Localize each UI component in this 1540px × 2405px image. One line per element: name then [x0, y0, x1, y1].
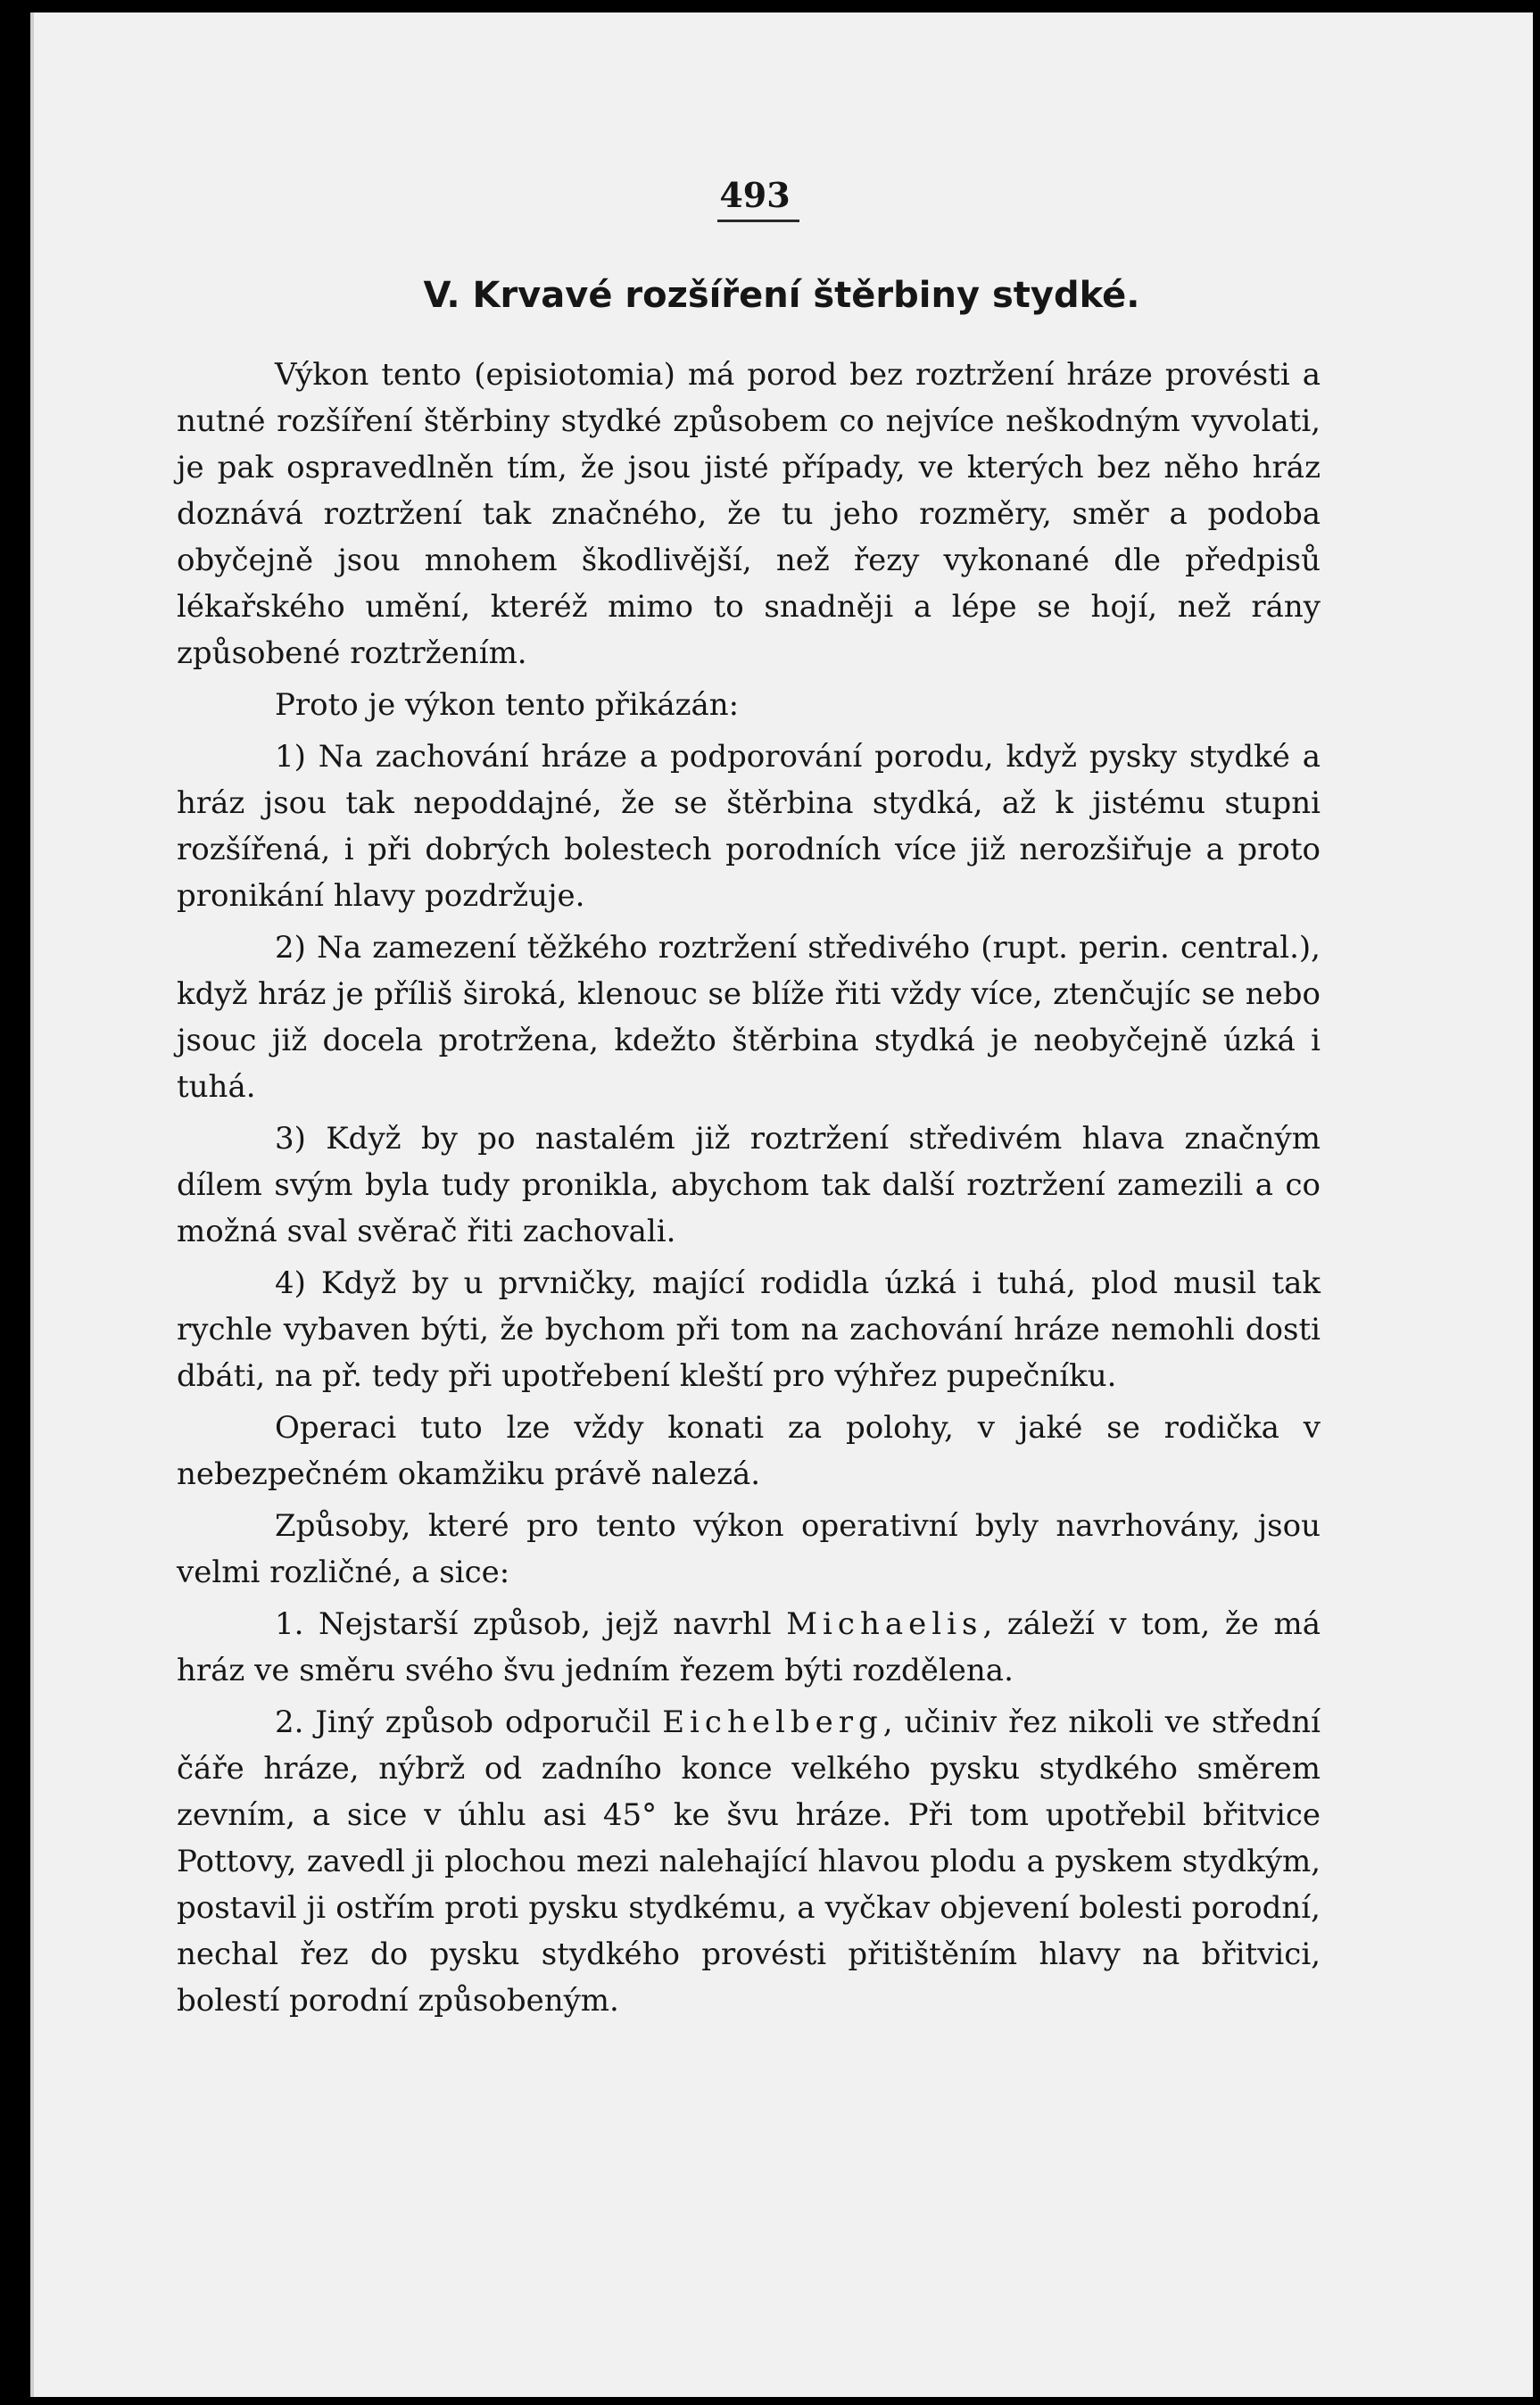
- paragraph-method-1: [177, 1601, 1321, 1694]
- method-2-text-before: 2. Jiný způsob odporučil: [275, 1704, 663, 1740]
- paragraph-indication-4: 4) Když by u prvničky, mající rodidla úzká i tuhá, plod musil tak rychle vybaven býti, že bychom při tom na zachování hráze nemohli dosti dbáti, na př. tedy při upotřebení kleští pro výhřez pupečníku.: [177, 1265, 1321, 1394]
- body-text: [177, 352, 1321, 2029]
- paragraph-indications-heading: Proto je výkon tento přikázán:: [275, 687, 740, 723]
- page-edge: [30, 12, 34, 2397]
- page-number-rule: [717, 220, 799, 222]
- chapter-title: V. Krvavé rozšíření štěrbiny stydké.: [423, 275, 1140, 316]
- paragraph-indication-1: 1) Na zachování hráze a podporování porodu, když pysky stydké a hráz jsou tak nepoddajné, že se štěrbina stydká, až k jistému stupni rozšířená, i při dobrých bolestech porodních více již nerozšiřuje a proto pronikání hlavy pozdržuje.: [177, 739, 1321, 914]
- paragraph-indication-3: 3) Když by po nastalém již roztržení středivém hlava značným dílem svým byla tudy pronikla, abychom tak další roztržení zamezili a co možná sval svěrač řiti zachovali.: [177, 1121, 1321, 1249]
- method-2-text-after: , učiniv řez nikoli ve střední čáře hráze, nýbrž od zadního konce velkého pysku stydkého směrem zevním, a sice v úhlu asi 45° ke švu hráze. Při tom upotřebil břitvice Pottovy, zavedl ji plochou mezi nalehající hlavou plodu a pyskem stydkým, postavil ji ostřím proti pysku stydkému, a vyčkav objevení bolesti porodní, nechal řez do pysku stydkého provésti přitištěním hlavy na břitvici, bolestí porodní způsobeným.: [177, 1704, 1321, 2019]
- paragraph-methods-intro: Způsoby, které pro tento výkon operativní byly navrhovány, jsou velmi rozličné, a sice:: [177, 1508, 1321, 1590]
- method-1-text-before: 1. Nejstarší způsob, jejž navrhl: [275, 1606, 787, 1642]
- paragraph-intro: Výkon tento (episiotomia) má porod bez roztržení hráze provésti a nutné rozšíření štěrbiny stydké způsobem co nejvíce neškodným vyvolati, je pak ospravedlněn tím, že jsou jisté případy, ve kterých bez něho hráz doznává roztržení tak značného, že tu jeho rozměry, směr a podoba obyčejně jsou mnohem škodlivější, než řezy vykonané dle předpisů lékařského umění, kteréž mimo to snadněji a lépe se hojí, než rány způsobené roztržením.: [177, 357, 1321, 671]
- method-1-text-after: , záleží v tom, že má hráz ve směru svého švu jedním řezem býti rozdělena.: [177, 1606, 1321, 1688]
- paragraph-method-2: [177, 1699, 1321, 2024]
- paragraph-indication-2: 2) Na zamezení těžkého roztržení středivého (rupt. perin. central.), když hráz je příliš široká, klenouc se blíže řiti vždy více, ztenčujíc se nebo jsouc již docela protržena, kdežto štěrbina stydká je neobyčejně úzká i tuhá.: [177, 930, 1321, 1105]
- book-page: [30, 12, 1533, 2397]
- paragraph-position: Operaci tuto lze vždy konati za polohy, v jaké se rodička v nebezpečném okamžiku právě nalezá.: [177, 1410, 1321, 1492]
- page-number: 493: [719, 175, 791, 215]
- author-eichelberg: Eichelberg: [662, 1704, 883, 1740]
- author-michaelis: Michaelis: [786, 1606, 983, 1642]
